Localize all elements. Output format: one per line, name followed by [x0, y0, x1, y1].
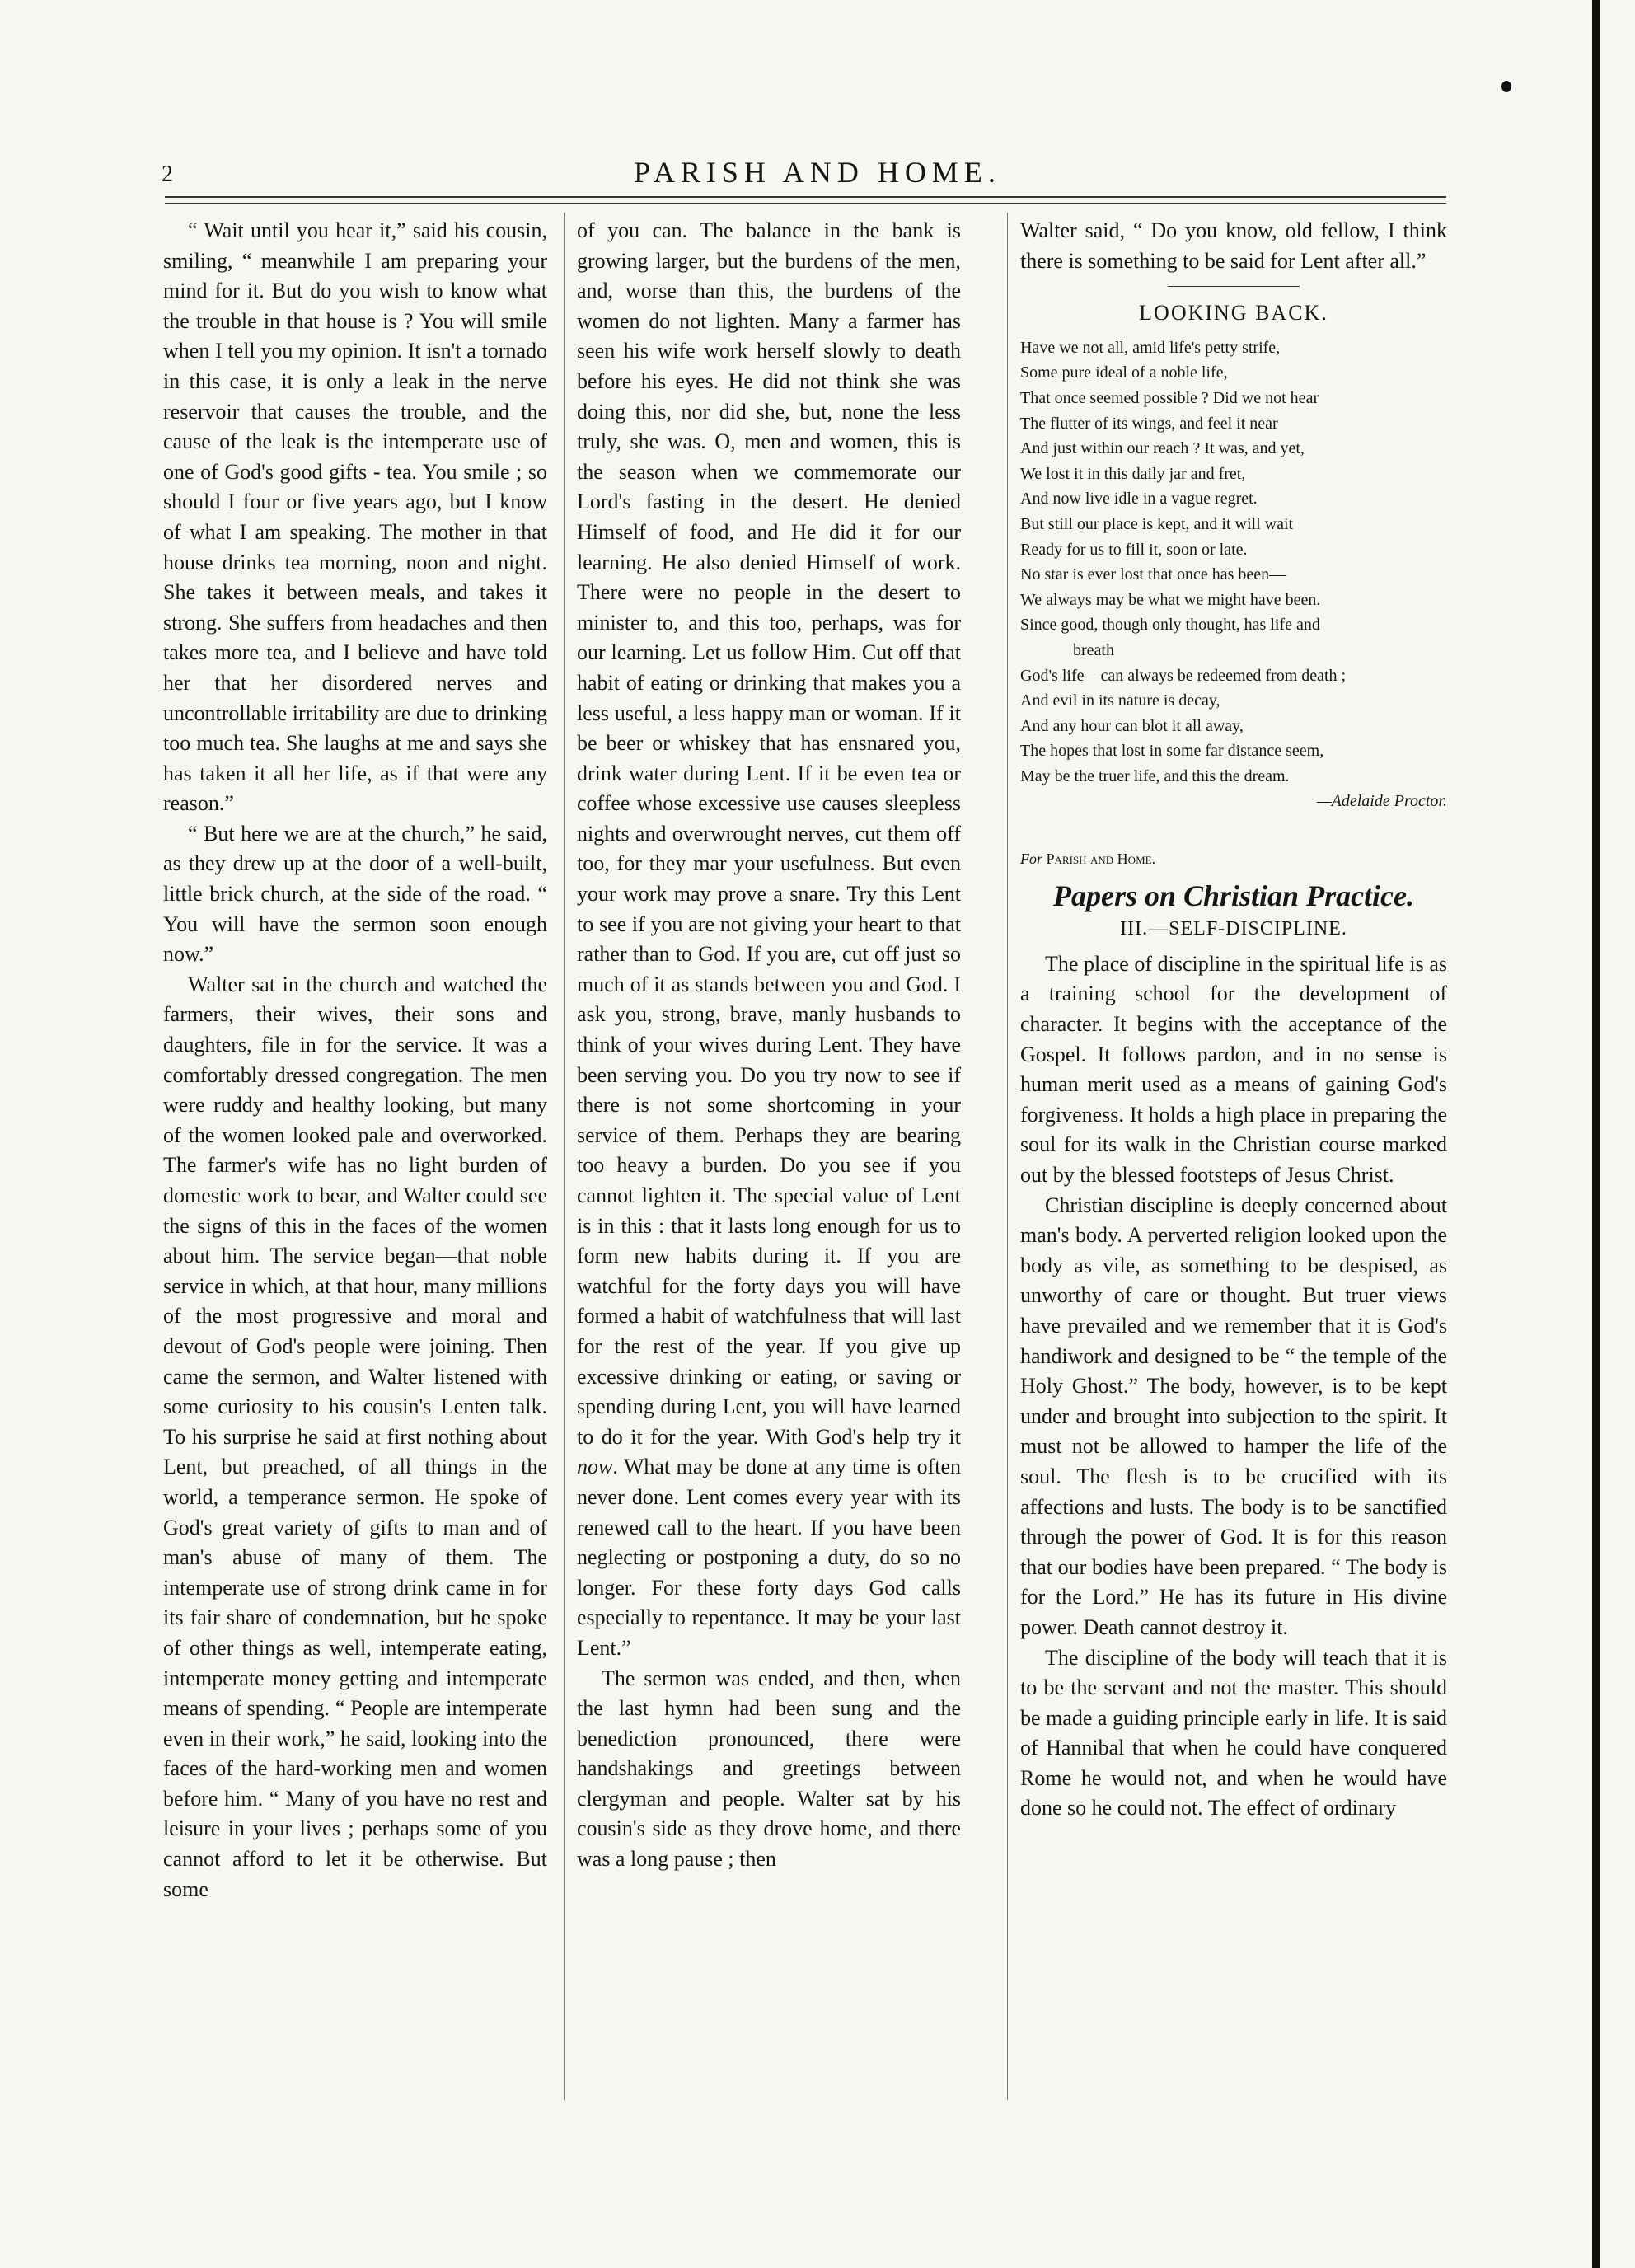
- poem-attribution: —Adelaide Proctor.: [1316, 792, 1447, 811]
- paragraph: The place of discipline in the spiritual life is as a training school for the development of character. It begins with the acceptance of the Gospel. It follows pardon, and in no sense is human merit used as a means of gaining God's forgiveness. It holds a high place in preparing the soul for its walk in the Christian course marked out by the blessed footsteps of Jesus Christ.: [1020, 951, 1447, 1187]
- poem-line: The flutter of its wings, and feel it near: [1020, 414, 1278, 433]
- article-title: Papers on Christian Practice.: [1052, 879, 1415, 912]
- section-heading: III.—SELF-DISCIPLINE.: [1120, 918, 1347, 940]
- poem-line: Since good, though only thought, has life and: [1020, 616, 1320, 635]
- poem-line: We always may be what we might have been.: [1020, 590, 1321, 609]
- header-rule-thin: [165, 203, 1446, 204]
- header-rule: [165, 196, 1446, 198]
- poem-title: LOOKING BACK.: [1139, 301, 1328, 326]
- paragraph: “ Wait until you hear it,” said his cousin, smiling, “ meanwhile I am preparing your mind for it. But do you wish to know what the trouble in that house is ? You will smile when I tell you my opinion. It isn't a tornado in this case, it is only a leak in the nerve reservoir that causes the trouble, and the cause of the leak is the intemperate use of one of God's good gifts - tea. You smile ; so should I four or five years ago, but I know of what I am speaking. The mother in that house drinks tea morning, noon and night. She takes it between meals, and takes it strong. She suffers from headaches and then takes more tea, and I believe and have told her that her disordered nerves and uncontrollable irritability are due to drinking too much tea. She laughs at me and says she has taken it all her life, as if that were any reason.”: [163, 218, 547, 816]
- page-number: 2: [162, 162, 173, 187]
- poem-line: Have we not all, amid life's petty strife,: [1020, 338, 1281, 357]
- poem-line: But still our place is kept, and it will wait: [1020, 514, 1294, 533]
- page-edge-border: [1592, 0, 1600, 2268]
- poem-line: The hopes that lost in some far distance seem,: [1020, 742, 1324, 761]
- poem-line: Some pure ideal of a noble life,: [1020, 363, 1228, 382]
- poem-line: May be the truer life, and this the dream.: [1020, 766, 1290, 785]
- byline: [1020, 844, 1447, 874]
- poem-line: And just within our reach ? It was, and yet,: [1020, 439, 1305, 458]
- poem-line: breath: [1073, 640, 1114, 659]
- column-rule-2: [1007, 213, 1008, 2100]
- column-1: [163, 216, 547, 1905]
- paragraph: The sermon was ended, and then, when the last hymn had been sung and the benediction pronounced, there were handshakings and greetings between clergyman and people. Walter sat by his cousin's side as they drove home, and there was a long pause ; then: [577, 1666, 961, 1872]
- section-divider: [1168, 286, 1300, 287]
- column-3: [1020, 216, 1447, 1824]
- paragraph: [577, 216, 961, 1664]
- poem-line: And evil in its nature is decay,: [1020, 691, 1220, 710]
- poem-line: And any hour can blot it all away,: [1020, 716, 1244, 735]
- text-run: . What may be done at any time is often never done. Lent comes every year with its renewed call to the heart. If you have been neglecting or postponing a duty, do so no longer. For these forty days God calls especially to repentance. It may be your last Lent.”: [577, 1455, 961, 1660]
- poem-line: Ready for us to fill it, soon or late.: [1020, 540, 1248, 559]
- paragraph: The discipline of the body will teach that it is to be the servant and not the master. This should be made a guiding principle early in life. It is said of Hannibal that when he could have conquered Rome he would not, and when he would have done so he could not. The effect of ordinary: [1020, 1645, 1447, 1820]
- text-run: of you can. The balance in the bank is growing larger, but the burdens of the men, and, worse than this, the burdens of the women do not lighten. Many a farmer has seen his wife work herself slowly to death before his eyes. He did not think she was doing this, nor did she, but, none the less truly, she was. O, men and women, this is the season when we commemorate our Lord's fasting in the desert. He denied Himself of food, and He did it for our learning. He also denied Himself of work. There were no people in the desert to minister to, and this too, perhaps, was for our learning. Let us follow Him. Cut off that habit of eating or drinking that makes you a less useful, a less happy man or woman. If it be beer or whiskey that has ensnared you, drink water during Lent. If it be even tea or coffee whose excessive use causes sleepless nights and overwrought nerves, cut them off too, for they mar your usefulness. But even your work may prove a snare. Try this Lent to see if you are not giving your heart to that rather than to God. If you are, cut off just so much of it as stands between you and God. I ask you, strong, brave, manly husbands to think of your wives during Lent. They have been serving you. Do you try now to see if there is not some shortcoming in your service of them. Perhaps they are bearing too heavy a burden. Do you see if you cannot lighten it. The special value of Lent is in this : that it lasts long enough for us to form new habits during it. If you are watchful for the forty days you will have formed a habit of watchfulness that will last for the rest of the year. If you give up excessive drinking or eating, or saving or spending during Lent, you will have learned to do it for the year. With God's help try it: [577, 218, 961, 1449]
- column-2: [577, 216, 961, 1875]
- paragraph: “ But here we are at the church,” he said, as they drew up at the door of a well-built, little brick church, at the side of the road. “ You will have the sermon soon enough now.”: [163, 821, 547, 967]
- poem-line: That once seemed possible ? Did we not hear: [1020, 388, 1319, 407]
- ink-spot: [1501, 81, 1511, 92]
- paragraph: Walter said, “ Do you know, old fellow, I think there is something to be said for Lent after all.”: [1020, 218, 1447, 273]
- paragraph: Christian discipline is deeply concerned about man's body. A perverted religion looked upon the body as vile, as something to be despised, as unworthy of care or thought. But truer views have prevailed and we remember that it is God's handiwork and designed to be “ the temple of the Holy Ghost.” The body, however, is to be kept under and brought into subjection to the spirit. It must not be allowed to hamper the life of the soul. The flesh is to be crucified with its affections and lusts. The body is to be sanctified through the power of God. It is for this reason that our bodies have been prepared. “ The body is for the Lord.” He has its future in His divine power. Death cannot destroy it.: [1020, 1193, 1447, 1639]
- running-head: PARISH AND HOME.: [634, 156, 1001, 189]
- paragraph: Walter sat in the church and watched the farmers, their wives, their sons and daughters, file in for the service. It was a comfortably dressed congregation. The men were ruddy and healthy looking, but many of the women looked pale and overworked. The farmer's wife has no light burden of domestic work to bear, and Walter could see the signs of this in the faces of the women about him. The service began—that noble service in which, at that hour, many millions of the most progressive and moral and devout of God's people were joining. Then came the sermon, and Walter listened with some curiosity to his cousin's Lenten talk. To his surprise he said at first nothing about Lent, but preached, of all things in the world, a temperance sermon. He spoke of God's great variety of gifts to man and of man's abuse of many of them. The intemperate use of strong drink came in for its fair share of condemnation, but he spoke of other things as well, intemperate eating, intemperate money getting and intemperate means of spending. “ People are intemperate even in their work,” he said, looking into the faces of the hard-working men and women before him. “ Many of you have no rest and leisure in your lives ; perhaps some of you cannot afford to let it be otherwise. But some: [163, 972, 547, 1901]
- emphasis-text: now: [577, 1455, 613, 1479]
- byline-prefix: For: [1020, 850, 1042, 868]
- poem-line: God's life—can always be redeemed from death ;: [1020, 666, 1347, 685]
- column-rule-1: [564, 213, 565, 2100]
- poem: [1020, 335, 1447, 814]
- byline-source: Parish and Home.: [1046, 850, 1156, 868]
- poem-line: And now live idle in a vague regret.: [1020, 490, 1258, 508]
- poem-line: No star is ever lost that once has been—: [1020, 565, 1286, 584]
- poem-line: We lost it in this daily jar and fret,: [1020, 464, 1246, 483]
